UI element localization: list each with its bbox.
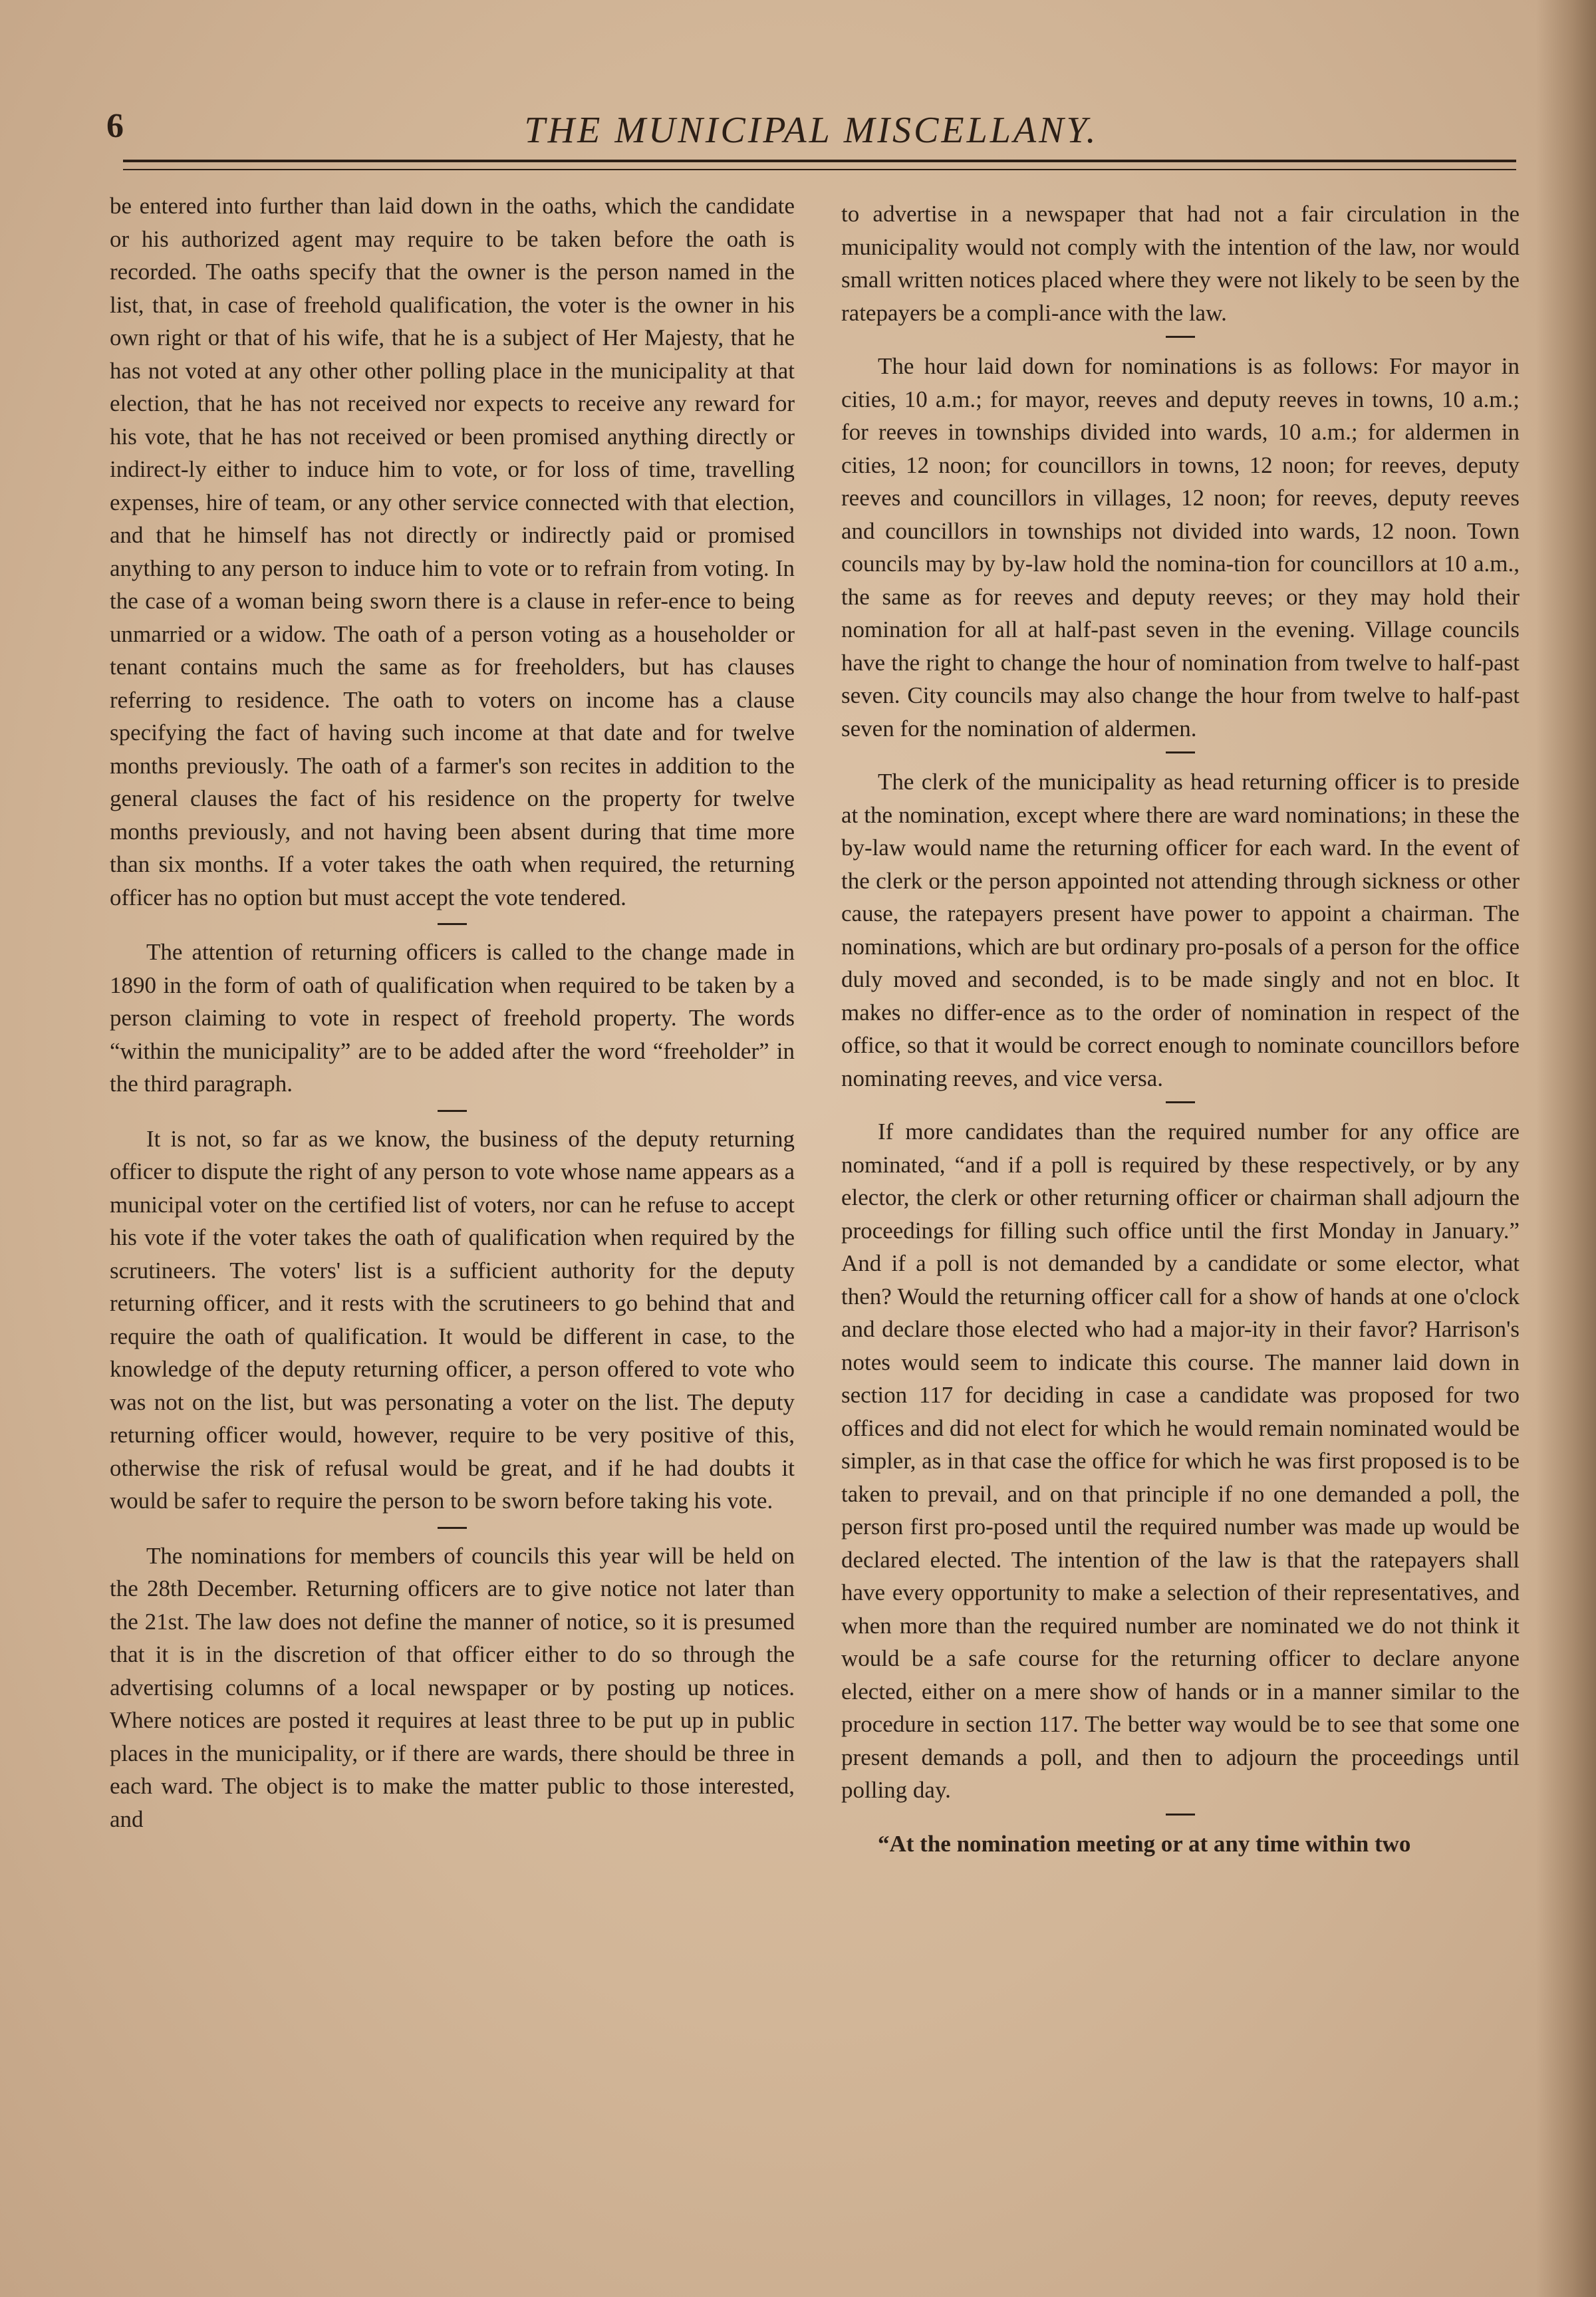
right-column [841, 198, 1520, 1860]
header-rule-thick [123, 160, 1516, 162]
paragraph: The nominations for members of councils this year will be held on the 28th December. Returning officers are to give notice not later than the 21st. The law does not define the manner of notice, so it is presumed that it is in the discretion of that officer either to do so through the advertising columns of a local newspaper or by posting up notices. Where notices are posted it requires at least three to be put up in public places in the municipality, or if there are wards, there should be three in each ward. The object is to make the matter public to those interested, and [110, 1542, 795, 1832]
section-divider [1166, 1814, 1195, 1816]
header-rule-thin [123, 169, 1516, 170]
paragraph: to advertise in a newspaper that had not a fair circulation in the municipality would not comply with the intention of the law, nor would small written notices placed where they were not likely to be seen by the ratepayers be a compli-ance with the law. [841, 201, 1520, 326]
paragraph: It is not, so far as we know, the business of the deputy returning officer to dispute the right of any person to vote whose name appears as a municipal voter on the certified list of voters, nor can he refuse to accept his vote if the voter takes the oath of qualification when required by the scrutineers. The voters' list is a sufficient authority for the deputy returning officer, and it rests with the scrutineers to go behind that and require the oath of qualification. It would be different in case, to the knowledge of the deputy returning officer, a person offered to vote who was not on the list, but was personating a voter on the list. The deputy returning officer would, however, require to be very positive of this, otherwise the risk of refusal would be great, and if he had doubts it would be safer to require the person to be sworn before taking his vote. [110, 1125, 795, 1514]
paragraph: If more candidates than the required number for any office are nominated, “and if a poll is required by these respectively, or by any elector, the clerk or other returning officer or chairman shall adjourn the proceedings for filling such office until the first Monday in January.” And if a poll is not demanded by a candidate or some elector, what then? Would the returning officer call for a show of hands at one o'clock and declare those elected who had a major-ity in their favor? Harrison's notes would seem to indicate this course. The manner laid down in section 117 for deciding in case a candidate was proposed for two offices and did not elect for which he would remain nominated would be simpler, as in that case the office for which he was first proposed is to be taken to prevail, and on that principle if no one demanded a poll, the person first pro-posed until the required number was made up would be declared elected. The intention of the law is that the ratepayers shall have every opportunity to make a selection of their representatives, and when more than the required number are nominated we do not think it would be a safe course for the returning officer to declare anyone elected, either on a mere show of hands or in a manner similar to the procedure in section 117. The better way would be to see that some one present demands a poll, and then to adjourn the proceedings until polling day. [841, 1119, 1520, 1803]
section-divider [438, 1527, 467, 1529]
left-column [110, 190, 795, 1835]
paragraph: “At the nomination meeting or at any time within two [878, 1830, 1411, 1857]
paragraph: The hour laid down for nominations is as follows: For mayor in cities, 10 a.m.; for mayor, reeves and deputy reeves in towns, 10 a.m.; for reeves in townships divided into wards, 10 a.m.; for aldermen in cities, 12 noon; for councillors in towns, 12 noon; for reeves, deputy reeves and councillors in villages, 12 noon; for reeves, deputy reeves and councillors in townships not divided into wards, 12 noon. Town councils may by by-law hold the nomina-tion for councillors at 10 a.m., the same as for reeves and deputy reeves; or they may hold their nomination for all at half-past seven in the evening. Village councils have the right to change the hour of nomination from twelve to half-past seven. City councils may also change the hour from twelve to half-past seven for the nomination of aldermen. [841, 353, 1520, 742]
section-divider [1166, 1101, 1195, 1103]
page-header [106, 106, 1516, 153]
paragraph: be entered into further than laid down in the oaths, which the candidate or his authorized agent may require to be taken before the oath is recorded. The oaths specify that the owner is the person named in the list, that, in case of freehold qualification, the voter is the owner in his own right or that of his wife, that he is a subject of Her Majesty, that he has not voted at any other other polling place in the municipality at that election, that he has not received nor expects to receive any reward for his vote, that he has not received or been promised anything directly or indirect-ly either to induce him to vote, or for loss of time, travelling expenses, hire of team, or any other service connected with that election, and that he himself has not directly or indirectly paid or promised anything to any person to induce him to vote or to refrain from voting. In the case of a woman being sworn there is a clause in refer-ence to being unmarried or a widow. The oath of a person voting as a householder or tenant contains much the same as for freeholders, but has clauses referring to residence. The oath to voters on income has a clause specifying the fact of having such income at that date and for twelve months previously. The oath of a farmer's son recites in addition to the general clauses the fact of his residence on the property for twelve months previously, and not having been absent during that time more than six months. If a voter takes the oath when required, the returning officer has no option but must accept the vote tendered. [110, 193, 795, 910]
paragraph: The clerk of the municipality as head returning officer is to preside at the nomination, except where there are ward nominations; in these the by-law would name the returning officer for each ward. In the event of the clerk or the person appointed not attending through sickness or other cause, the ratepayers present have power to appoint a chairman. The nominations, which are but ordinary pro-posals of a person for the office duly moved and seconded, is to be made singly and not en bloc. It makes no differ-ence as to the order of nomination in respect of the office, so that it would be correct enough to nominate councillors before nominating reeves, and vice versa. [841, 769, 1520, 1091]
section-divider [438, 1110, 467, 1112]
page-spine-shadow [1536, 0, 1596, 2297]
section-divider [438, 923, 467, 925]
paragraph: The attention of returning officers is called to the change made in 1890 in the form of oath of qualification when required to be taken by a person claiming to vote in respect of freehold property. The words “within the municipality” are to be added after the word “freeholder” in the third paragraph. [110, 939, 795, 1097]
section-divider [1166, 751, 1195, 753]
page-number: 6 [106, 107, 124, 145]
running-title: THE MUNICIPAL MISCELLANY. [524, 110, 1099, 151]
section-divider [1166, 336, 1195, 338]
